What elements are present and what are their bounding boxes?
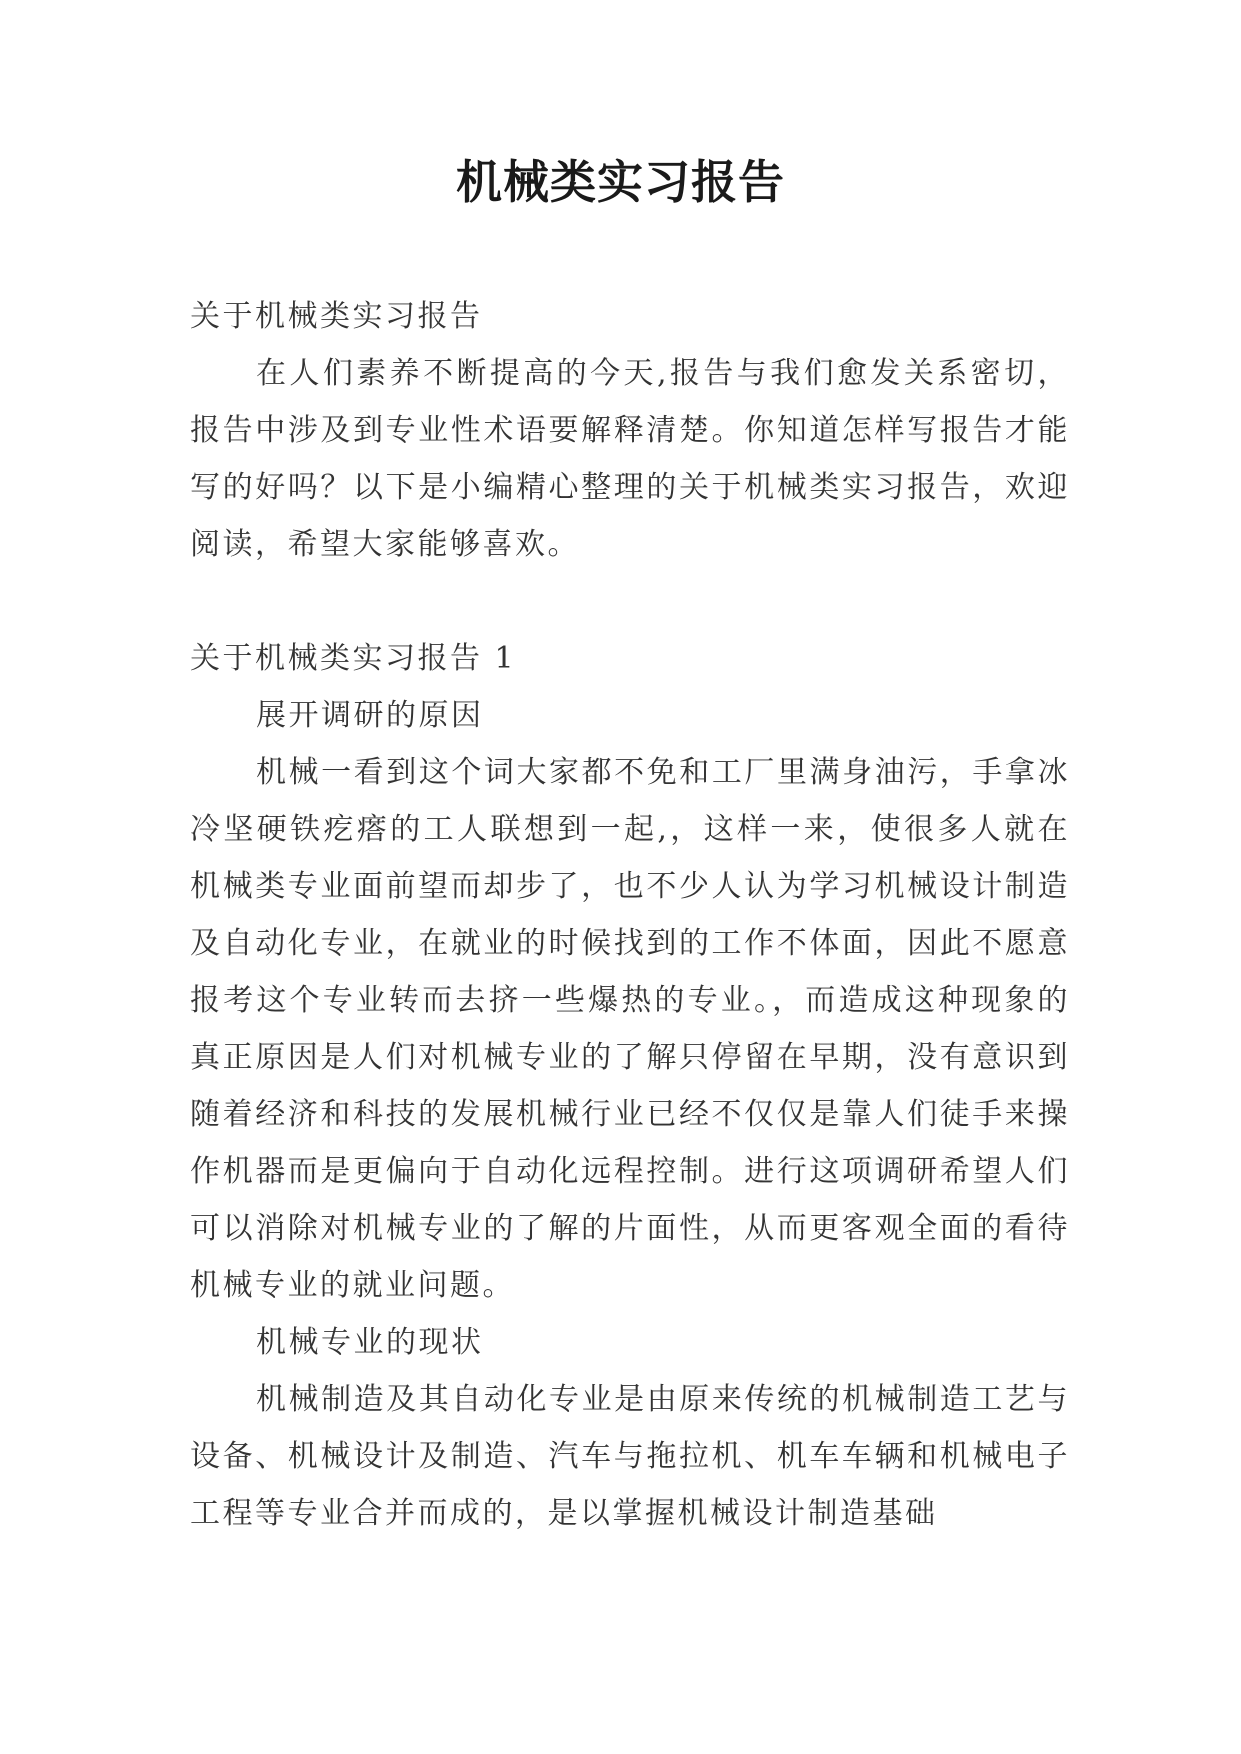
section1-subheading-status: 机械专业的现状 xyxy=(256,1325,484,1360)
section-gap xyxy=(190,573,1070,630)
intro-heading: 关于机械类实习报告 xyxy=(190,299,483,334)
section1-subheading-reasons: 展开调研的原因 xyxy=(256,698,484,733)
section1-paragraph-reasons: 机械一看到这个词大家都不免和工厂里满身油污，手拿冰冷坚硬铁疙瘩的工人联想到一起,，这样一来，使很多人就在机械类专业面前望而却步了，也不少人认为学习机械设计制造及自动化专业，在就业的时候找到的工作不体面，因此不愿意报考这个专业转而去挤一些爆热的专业。，而造成这种现象的真正原因是人们对机械专业的了解只停留在早期，没有意识到随着经济和科技的发展机械行业已经不仅仅是靠人们徒手来操作机器而是更偏向于自动化远程控制。进行这项调研希望人们可以消除对机械专业的了解的片面性，从而更客观全面的看待机械专业的就业问题。 xyxy=(190,755,1070,1303)
intro-paragraph: 在人们素养不断提高的今天,报告与我们愈发关系密切，报告中涉及到专业性术语要解释清楚。你知道怎样写报告才能写的好吗？以下是小编精心整理的关于机械类实习报告，欢迎阅读，希望大家能够喜欢。 xyxy=(190,356,1070,562)
document-title: 机械类实习报告 xyxy=(456,155,785,209)
section1-heading: 关于机械类实习报告 1 xyxy=(190,641,517,676)
section1-paragraph-status: 机械制造及其自动化专业是由原来传统的机械制造工艺与设备、机械设计及制造、汽车与拖拉机、机车车辆和机械电子工程等专业合并而成的，是以掌握机械设计制造基础 xyxy=(190,1382,1070,1531)
document-body xyxy=(190,288,1070,1542)
